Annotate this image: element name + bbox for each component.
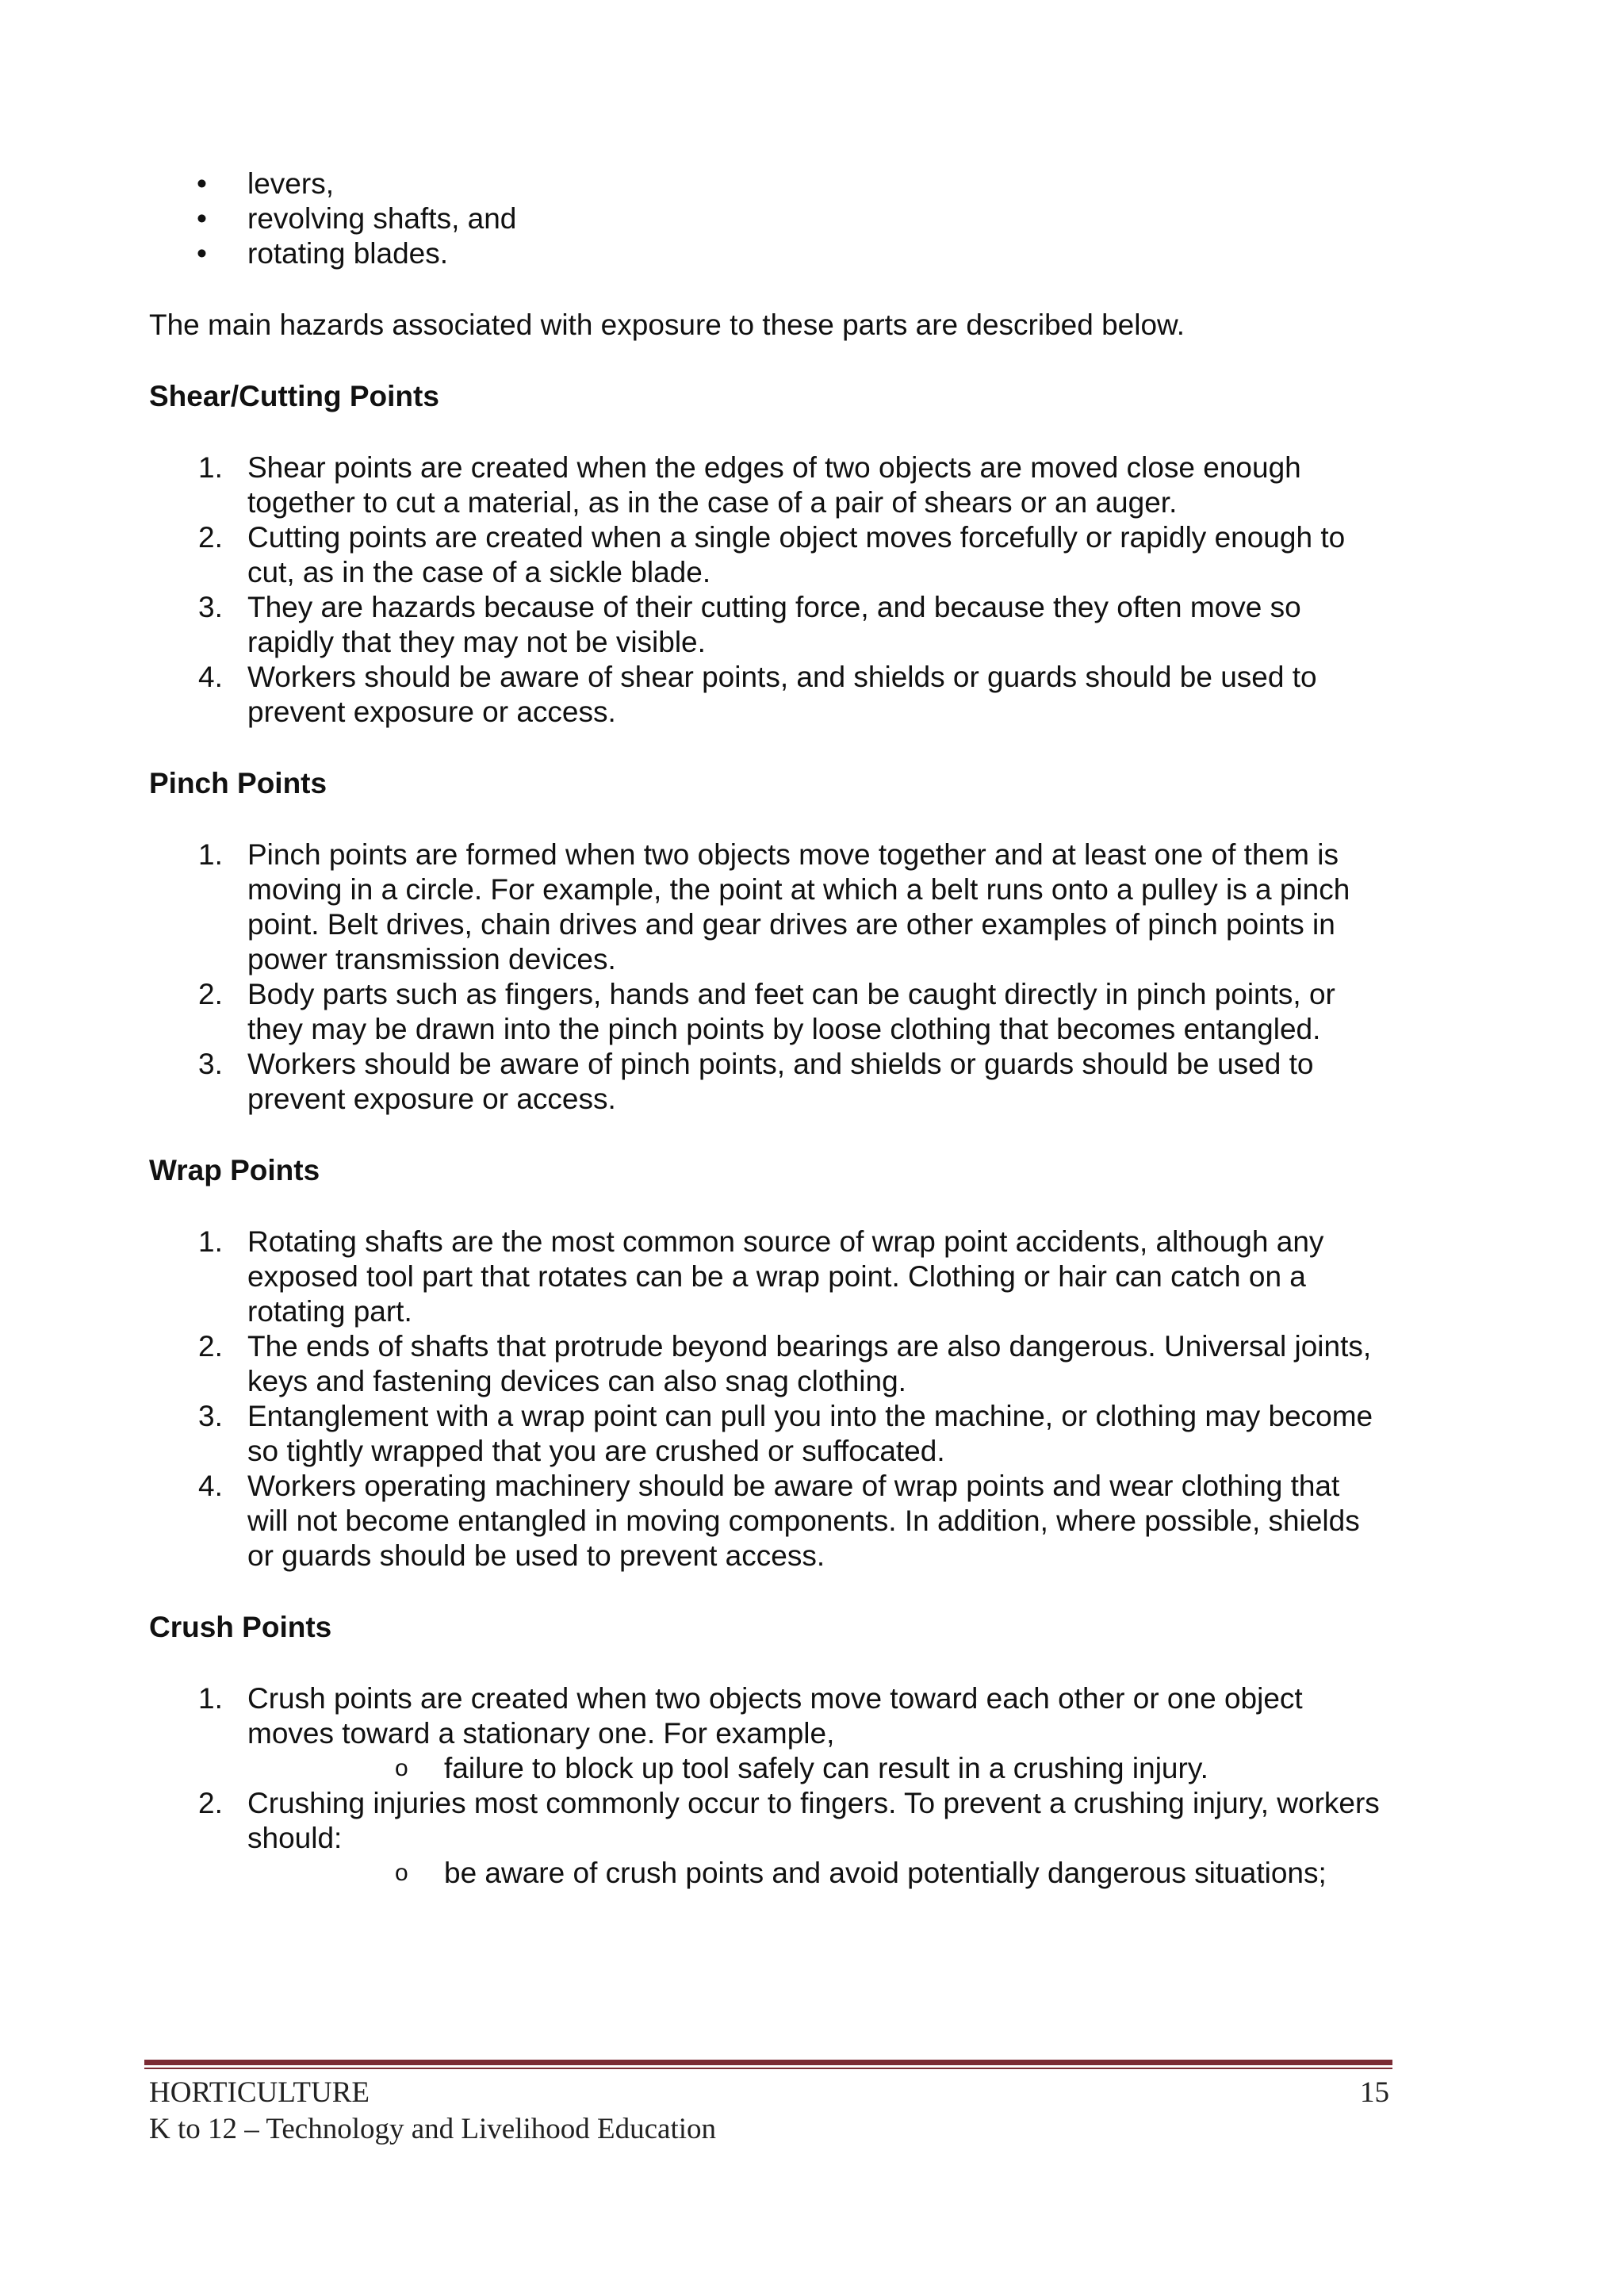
list-item: 1. Shear points are created when the edges of two objects are moved close enough together to cut a material, as in the case of a pair of shears or an auger. <box>198 451 1301 519</box>
bullet-icon: • <box>197 167 207 200</box>
footer-subject: HORTICULTURE <box>149 2076 370 2109</box>
list-item: • rotating blades. <box>197 237 449 270</box>
list-item: 3. They are hazards because of their cutting force, and because they often move so rapidly that they may not be visible. <box>198 591 1301 658</box>
page-number: 15 <box>1360 2076 1389 2109</box>
wrap-list <box>149 1225 1386 1573</box>
intro-bullet-list <box>149 167 1386 271</box>
sub-list-item: o be aware of crush points and avoid potentially dangerous situations; <box>395 1857 1327 1889</box>
page-footer <box>149 2075 1389 2148</box>
list-item: 2. The ends of shafts that protrude beyond bearings are also dangerous. Universal joints, keys and fastening devices can also snag clothing. <box>198 1330 1372 1397</box>
footer-rule-thin <box>144 2068 1392 2069</box>
list-item: 1. Crush points are created when two objects move toward each other or one object moves toward a stationary one. For example, o failure to block up tool safely can result in a crushing injury. <box>149 1681 1386 1786</box>
document-body <box>149 167 1386 1891</box>
footer-course: K to 12 – Technology and Livelihood Education <box>149 2113 717 2145</box>
list-item: 4. Workers operating machinery should be aware of wrap points and wear clothing that will not become entangled in moving components. In addition, where possible, shields or guards should be used to prevent access. <box>198 1470 1360 1572</box>
list-item: 4. Workers should be aware of shear points, and shields or guards should be used to prevent exposure or access. <box>198 661 1317 728</box>
list-item: 2. Body parts such as fingers, hands and feet can be caught directly in pinch points, or they may be drawn into the pinch points by loose clothing that becomes entangled. <box>198 978 1335 1045</box>
list-item: • revolving shafts, and <box>197 202 517 235</box>
circle-bullet-icon: o <box>395 1860 408 1886</box>
intro-paragraph: The main hazards associated with exposure to these parts are described below. <box>149 309 1185 341</box>
section-heading-pinch: Pinch Points <box>149 767 327 799</box>
list-item: 2. Crushing injuries most commonly occur to fingers. To prevent a crushing injury, workers should: o be aware of crush points and avoid potentially dangerous situations; <box>149 1786 1386 1891</box>
section-heading-wrap: Wrap Points <box>149 1154 320 1186</box>
sub-bullet-list <box>247 1751 1386 1786</box>
circle-bullet-icon: o <box>395 1755 408 1781</box>
footer-rule-thick <box>144 2060 1392 2065</box>
sub-list-item: o failure to block up tool safely can result in a crushing injury. <box>395 1752 1208 1784</box>
list-item: 2. Cutting points are created when a single object moves forcefully or rapidly enough to cut, as in the case of a sickle blade. <box>198 521 1346 588</box>
sub-bullet-list <box>247 1856 1386 1891</box>
section-heading-crush: Crush Points <box>149 1611 332 1643</box>
section-heading-shear: Shear/Cutting Points <box>149 380 439 412</box>
list-item: 1. Pinch points are formed when two objects move together and at least one of them is moving in a circle. For example, the point at which a belt runs onto a pulley is a pinch point. Belt drives, chain drives and gear drives are other examples of pinch points in power transmission devices. <box>198 838 1350 976</box>
list-item: 3. Entanglement with a wrap point can pull you into the machine, or clothing may become so tightly wrapped that you are crushed or suffocated. <box>198 1400 1373 1467</box>
list-item: 1. Rotating shafts are the most common source of wrap point accidents, although any exposed tool part that rotates can be a wrap point. Clothing or hair can catch on a rotating part. <box>198 1225 1324 1328</box>
crush-list <box>149 1681 1386 1891</box>
pinch-list <box>149 838 1386 1117</box>
list-item: • levers, <box>197 167 334 200</box>
bullet-icon: • <box>197 202 207 235</box>
bullet-icon: • <box>197 237 207 270</box>
shear-list <box>149 450 1386 730</box>
list-item: 3. Workers should be aware of pinch points, and shields or guards should be used to prevent exposure or access. <box>198 1048 1314 1115</box>
